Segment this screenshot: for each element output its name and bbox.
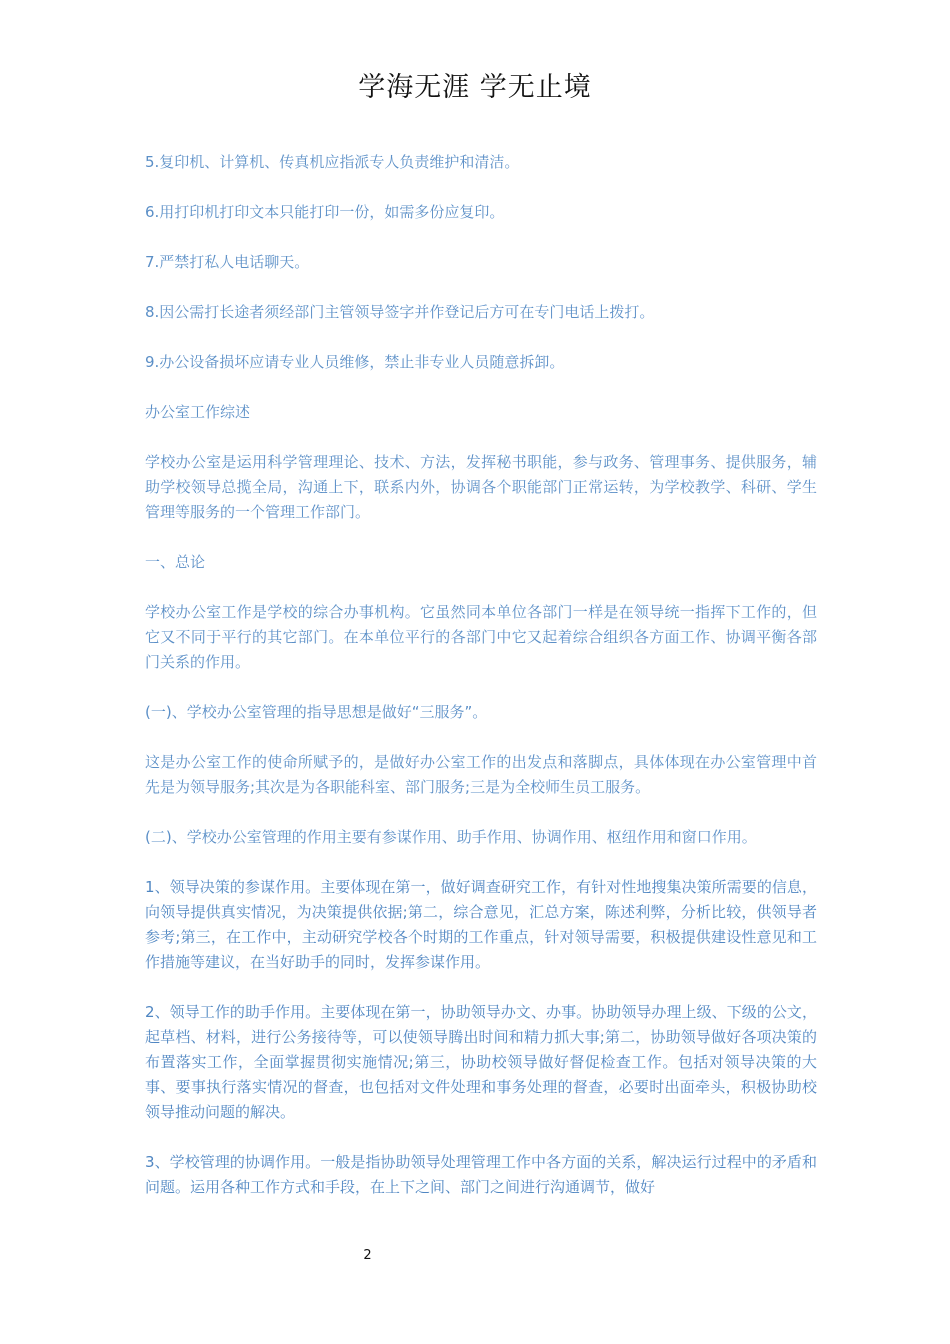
paragraph-role-advisor: 1、领导决策的参谋作用。主要体现在第一，做好调查研究工作，有针对性地搜集决策所需要的信息，向领导提供真实情况，为决策提供依据;第二，综合意见，汇总方案，陈述利弊，分析比较，供领导者参考;第三，在工作中，主动研究学校各个时期的工作重点，针对领导需要，积极提供建设性意见和工作措施等建议，在当好助手的同时，发挥参谋作用。: [145, 878, 817, 971]
paragraph-guiding-principle: 这是办公室工作的使命所赋予的，是做好办公室工作的出发点和落脚点，具体体现在办公室管理中首先是为领导服务;其次是为各职能科室、部门服务;三是为全校师生员工服务。: [145, 753, 817, 796]
paragraph-role-coordinator: 3、学校管理的协调作用。一般是指协助领导处理管理工作中各方面的关系，解决运行过程中的矛盾和问题。运用各种工作方式和手段，在上下之间、部门之间进行沟通调节，做好: [145, 1153, 817, 1196]
paragraph-item-7: 7.严禁打私人电话聊天。: [145, 253, 310, 271]
document-body: [145, 150, 817, 1225]
paragraph-item-9: 9.办公设备损坏应请专业人员维修，禁止非专业人员随意拆卸。: [145, 353, 565, 371]
paragraph-office-definition: 学校办公室是运用科学管理理论、技术、方法，发挥秘书职能，参与政务、管理事务、提供服务，辅助学校领导总揽全局，沟通上下，联系内外，协调各个职能部门正常运转，为学校教学、科研、学生管理等服务的一个管理工作部门。: [145, 453, 817, 521]
section-heading-general: 一、总论: [145, 553, 206, 571]
paragraph-item-8: 8.因公需打长途者须经部门主管领导签字并作登记后方可在专门电话上拨打。: [145, 303, 655, 321]
subheading-office-roles: (二)、学校办公室管理的作用主要有参谋作用、助手作用、协调作用、枢纽作用和窗口作用。: [145, 828, 757, 846]
subheading-guiding-principle: (一)、学校办公室管理的指导思想是做好“三服务”。: [145, 703, 488, 721]
paragraph-role-assistant: 2、领导工作的助手作用。主要体现在第一，协助领导办文、办事。协助领导办理上级、下级的公文，起草档、材料，进行公务接待等，可以使领导腾出时间和精力抓大事;第二，协助领导做好各项决策的布置落实工作，全面掌握贯彻实施情况;第三，协助校领导做好督促检查工作。包括对领导决策的大事、要事执行落实情况的督查，也包括对文件处理和事务处理的督查，必要时出面牵头，积极协助校领导推动问题的解决。: [145, 1003, 817, 1121]
paragraph-item-5: 5.复印机、计算机、传真机应指派专人负责维护和清洁。: [145, 153, 520, 171]
page-number: 2: [363, 1248, 372, 1263]
page-header-title: 学海无涯 学无止境: [358, 72, 592, 103]
paragraph-item-6: 6.用打印机打印文本只能打印一份，如需多份应复印。: [145, 203, 505, 221]
paragraph-general-description: 学校办公室工作是学校的综合办事机构。它虽然同本单位各部门一样是在领导统一指挥下工作的，但它又不同于平行的其它部门。在本单位平行的各部门中它又起着综合组织各方面工作、协调平衡各部门关系的作用。: [145, 603, 817, 671]
section-heading-office-overview: 办公室工作综述: [145, 403, 251, 421]
